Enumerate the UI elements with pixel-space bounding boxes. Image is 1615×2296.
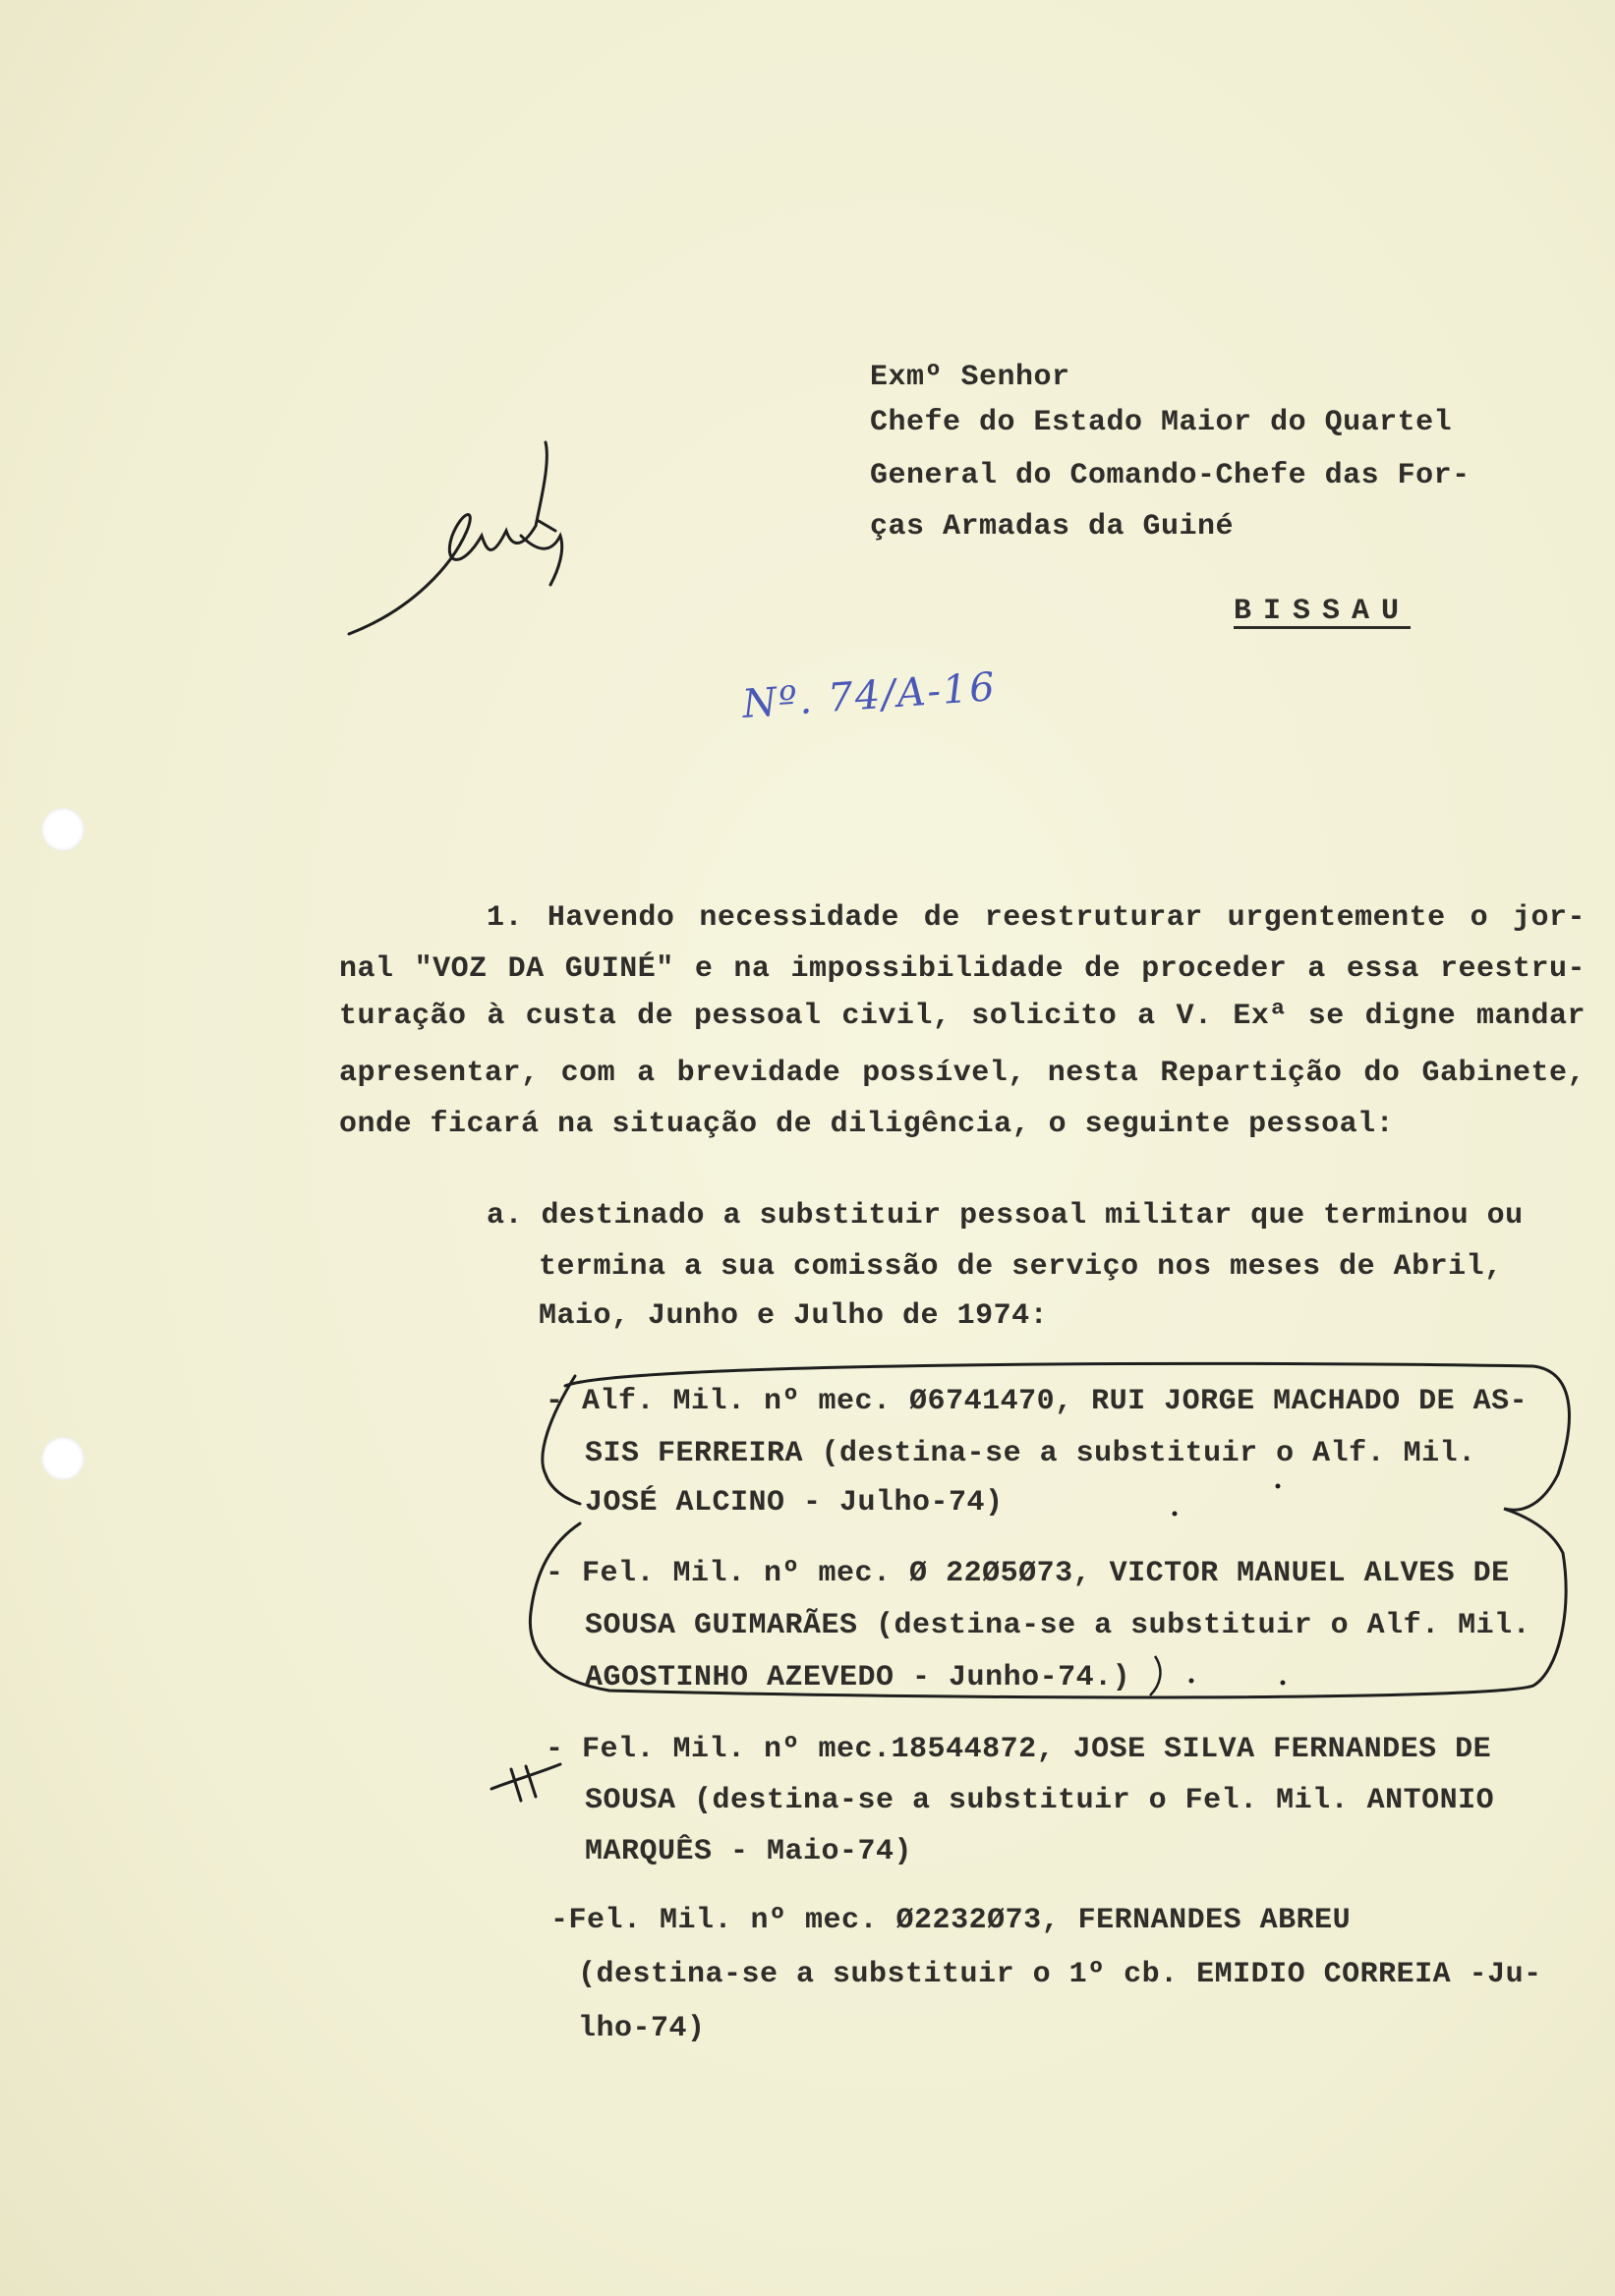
address-line-4: ças Armadas da Guiné (870, 510, 1235, 544)
ink-dot (1276, 1484, 1281, 1489)
paragraph-line-4: apresentar, com a brevidade possível, nesta Repartição do Gabinete, (339, 1057, 1586, 1090)
ink-dot (1281, 1681, 1286, 1686)
item-2-line-2: SOUSA GUIMARÃES (destina-se a substituir o Alf. Mil. (585, 1609, 1531, 1642)
item-3-line-3: MARQUÊS - Maio-74) (585, 1835, 913, 1868)
item-4-line-3: lho-74) (578, 2012, 706, 2045)
item-3-line-2: SOUSA (destina-se a substituir o Fel. Mil. ANTONIO (585, 1784, 1495, 1817)
address-line-2: Chefe do Estado Maior do Quartel (870, 406, 1453, 439)
paragraph-line-3: turação à custa de pessoal civil, solicito a V. Exª se digne mandar (339, 1000, 1586, 1033)
item-4-line-1: -Fel. Mil. nº mec. Ø2232Ø73, FERNANDES ABREU (550, 1904, 1352, 1937)
sub-a-line-3: Maio, Junho e Julho de 1974: (539, 1299, 1049, 1333)
sub-a-line-1: a. destinado a substituir pessoal militar que terminou ou (487, 1199, 1524, 1233)
item-2-line-1: - Fel. Mil. nº mec. Ø 22Ø5Ø73, VICTOR MANUEL ALVES DE (546, 1557, 1510, 1590)
city-line: BISSAU (1234, 595, 1412, 628)
item-3-line-1: - Fel. Mil. nº mec.18544872, JOSE SILVA FERNANDES DE (546, 1733, 1492, 1766)
sub-a-line-2: termina a sua comissão de serviço nos meses de Abril, (539, 1250, 1503, 1284)
address-line-1: Exmº Senhor (870, 361, 1070, 394)
address-line-3: General do Comando-Chefe das For- (870, 459, 1471, 492)
paragraph-line-1: 1. Havendo necessidade de reestruturar urgentemente o jor- (487, 901, 1586, 935)
ink-dot (1189, 1679, 1194, 1684)
paragraph-line-5: onde ficará na situação de diligência, o seguinte pessoal: (339, 1108, 1395, 1141)
reference-number: Nº. 74/A-16 (740, 664, 999, 727)
item-1-line-2: SIS FERREIRA (destina-se a substituir o Alf. Mil. (585, 1437, 1476, 1470)
paragraph-line-2: nal "VOZ DA GUINÉ" e na impossibilidade de proceder a essa reestru- (339, 952, 1586, 986)
item-1-line-1: - Alf. Mil. nº mec. Ø6741470, RUI JORGE MACHADO DE AS- (546, 1385, 1528, 1418)
ink-dot (1173, 1512, 1178, 1517)
item-4-line-2: (destina-se a substituir o 1º cb. EMIDIO CORREIA -Ju- (578, 1958, 1542, 1991)
item-1-line-3: JOSÉ ALCINO - Julho-74) (585, 1486, 1004, 1520)
signature-mark (349, 442, 562, 634)
paren-mark (1150, 1656, 1160, 1695)
item-2-line-3: AGOSTINHO AZEVEDO - Junho-74.) (585, 1661, 1131, 1694)
